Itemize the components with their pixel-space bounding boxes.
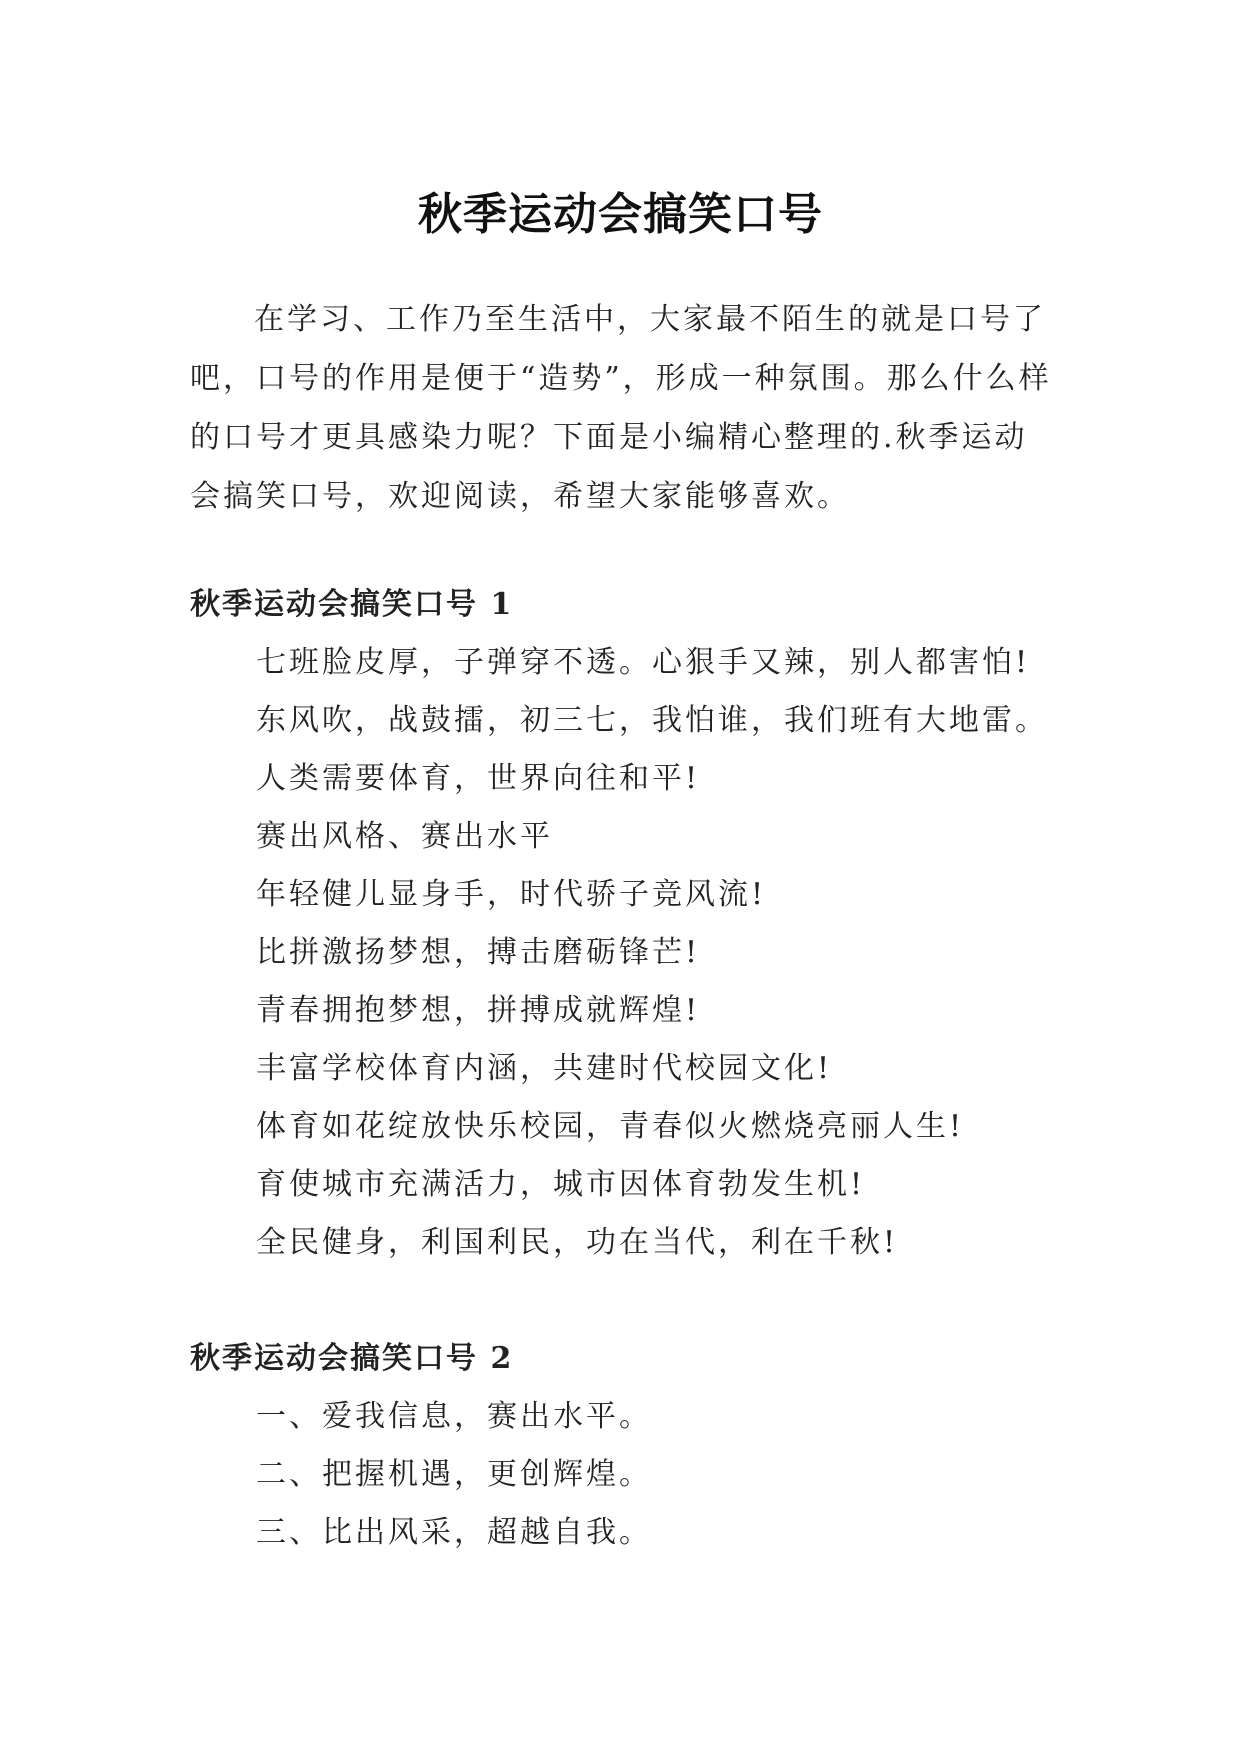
slogan-item: 比拼激扬梦想，搏击磨砺锋芒!	[256, 935, 701, 970]
document-title: 秋季运动会搞笑口号	[418, 189, 823, 241]
slogan-item: 一、爱我信息，赛出水平。	[256, 1399, 652, 1434]
section-heading: 秋季运动会搞笑口号 1	[190, 587, 514, 622]
slogan-item: 人类需要体育，世界向往和平!	[256, 761, 701, 796]
intro-paragraph: 在学习、工作乃至生活中，大家最不陌生的就是口号了吧，口号的作用是便于“造势”，形成一种氛围。那么什么样的口号才更具感染力呢？下面是小编精心整理的.秋季运动会搞笑口号，欢迎阅读，希望大家能够喜欢。	[190, 302, 1052, 514]
slogan-item: 青春拥抱梦想，拼搏成就辉煌!	[256, 993, 701, 1028]
slogan-list	[256, 634, 1048, 1272]
slogan-item: 三、比出风采，超越自我。	[256, 1515, 652, 1550]
slogan-item: 育使城市充满活力，城市因体育勃发生机!	[256, 1167, 866, 1202]
slogan-item: 赛出风格、赛出水平	[256, 819, 553, 854]
section-heading: 秋季运动会搞笑口号 2	[190, 1341, 514, 1376]
slogan-item: 全民健身，利国利民，功在当代，利在千秋!	[256, 1225, 899, 1260]
slogan-item: 丰富学校体育内涵，共建时代校园文化!	[256, 1051, 833, 1086]
slogan-item: 二、把握机遇，更创辉煌。	[256, 1457, 652, 1492]
slogan-list	[256, 1388, 652, 1562]
slogan-item: 年轻健儿显身手，时代骄子竞风流!	[256, 877, 767, 912]
slogan-item: 体育如花绽放快乐校园，青春似火燃烧亮丽人生!	[256, 1109, 965, 1144]
slogan-item: 七班脸皮厚，子弹穿不透。心狠手又辣，别人都害怕!	[256, 645, 1031, 680]
slogan-item: 东风吹，战鼓擂，初三七，我怕谁，我们班有大地雷。	[256, 703, 1048, 738]
